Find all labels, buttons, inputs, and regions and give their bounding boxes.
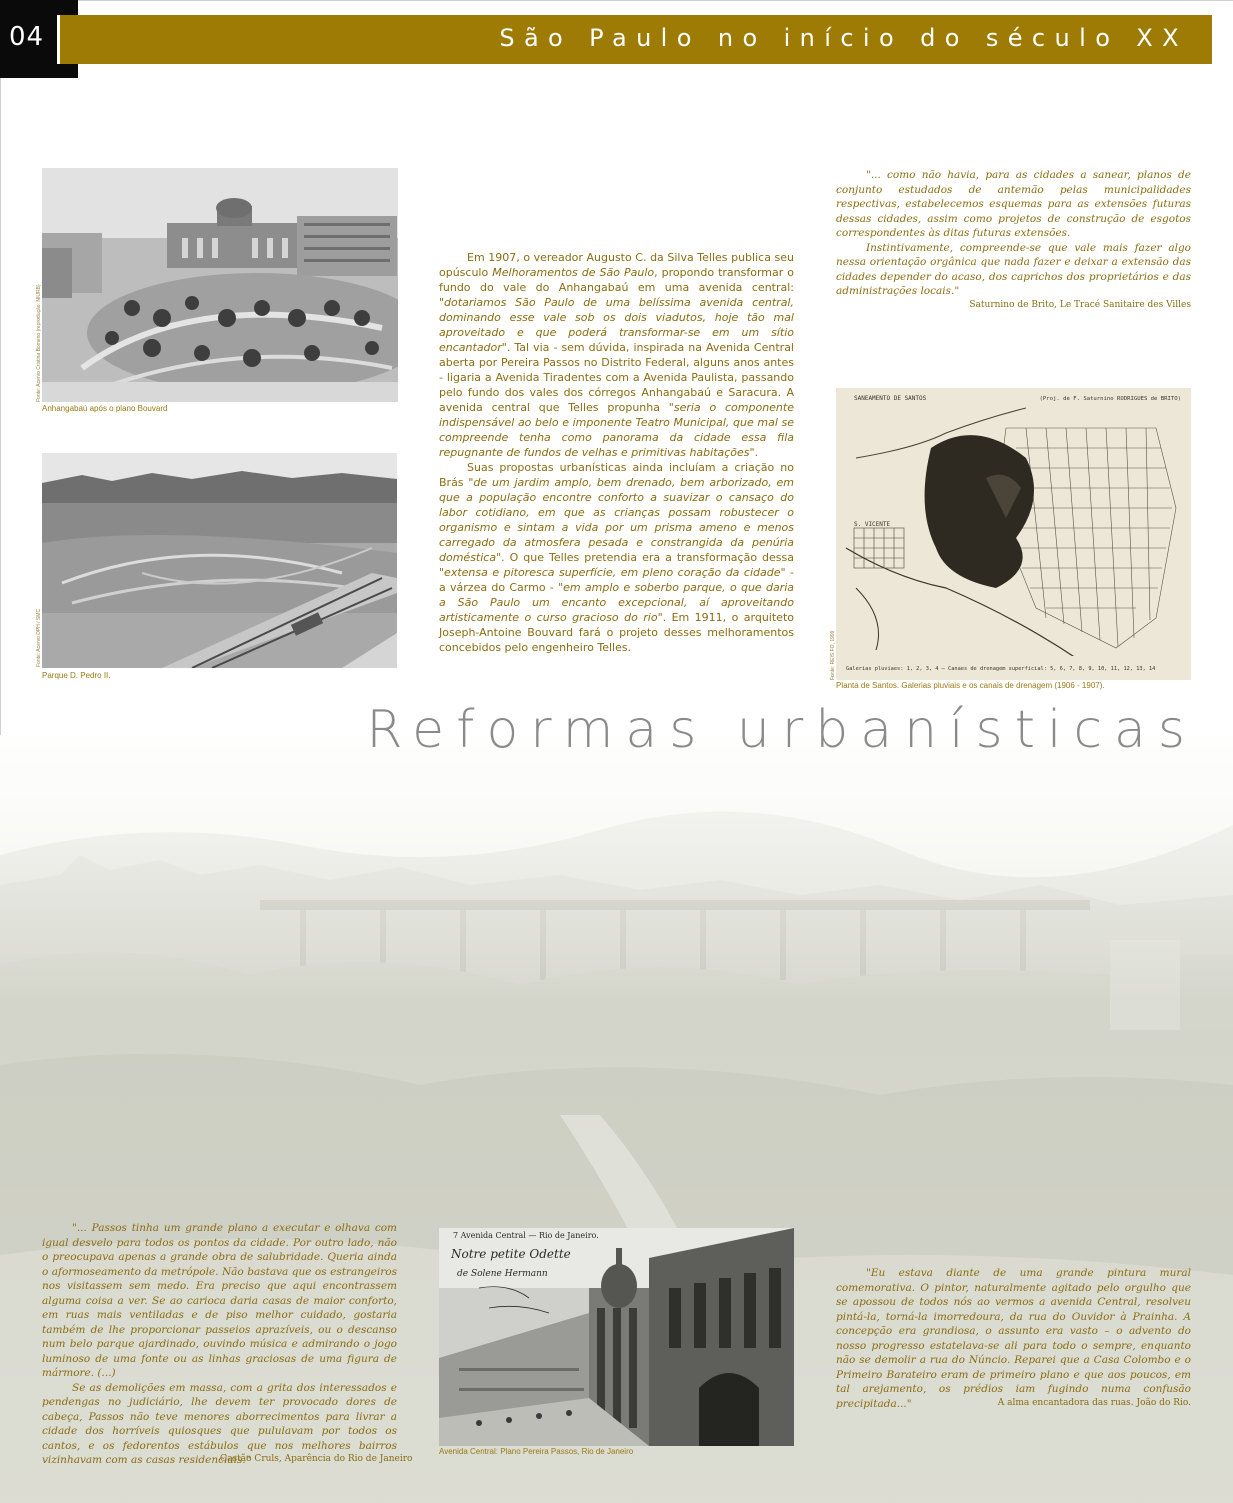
photo-parque xyxy=(42,453,397,668)
photo-santos-map xyxy=(836,388,1191,680)
quote-saturnino xyxy=(836,168,1191,299)
header-bar xyxy=(57,15,1212,64)
santos-map-legend: Galerias pluviaes: 1, 2, 3, 4 — Canaes de drenagem superficial: 5, 6, 7, 8, 9, 10, 11, 12, 13, 14 xyxy=(846,666,1156,672)
quote-cruls-p1: "... Passos tinha um grande plano a executar e olhava com igual desvelo para todos os pontos da cidade. Por outro lado, não o preocupava apenas a grande obra de salubridade. Queria ainda o aformoseamento da metrópole. Não bastava que os estrangeiros nos visitassem sem medo. Era preciso que aqui encontrassem alguma coisa a ver. Se ao carioca daria casas de maior conforto, em ruas mais ventiladas e de piso melhor cuidado, gostaria também de lhe proporcionar passeios aprazíveis, ou o descanso num belo parque ajardinado, ouvindo música e admirando o jogo luminoso de uma fonte ou as linhas graciosas de uma figura de mármore. (...) xyxy=(42,1222,397,1379)
postcard-handwriting-2: de Solene Hermann xyxy=(457,1269,548,1279)
quote-cruls-p2: Se as demolições em massa, com a grita dos interessados e pendengas no judiciário, lhe devem ter provocado dores de cabeça, Passos não teve menores aborrecimentos para livrar a cidade dos horríveis quiosques que pululavam por todos os cantos, e os fedorentos estábulos que nos melhores bairros vizinhavam com as casas residenciais." xyxy=(42,1381,397,1466)
section-title: Reformas urbanísticas xyxy=(366,700,1197,760)
quote-cruls-attribution: Gastão Cruls, Aparência do Rio de Janeiro xyxy=(220,1454,413,1464)
avenida-caption: Avenida Central: Plano Pereira Passos, Rio de Janeiro xyxy=(439,1447,634,1456)
anhangabau-credit: Fonte: Acervo Cristina Bomeno (reprodução: NIURB) xyxy=(36,284,42,402)
postcard-title: 7 Avenida Central — Rio de Janeiro. xyxy=(453,1231,599,1240)
quote-saturnino-p1: "... como não havia, para as cidades a sanear, planos de conjunto estudados de antemão pelas municipalidades respectivas, estabelecemos esquemas para as extensões futuras dessas cidades, assim como projetos de construção de esgotos correspondentes às ditas futuras extensões. xyxy=(836,169,1191,239)
santos-map-title-right: (Proj. de F. Saturnino RODRIGUES de BRITO) xyxy=(1039,396,1181,402)
avenida-art xyxy=(439,1228,794,1446)
photo-anhangabau xyxy=(42,168,398,402)
frame-top-line xyxy=(0,0,1233,1)
page-number: 04 xyxy=(9,22,45,52)
parque-credit: Fonte: Acervo DPH / SMC xyxy=(36,608,42,667)
parque-art xyxy=(42,453,397,668)
quote-saturnino-attribution: Saturnino de Brito, Le Tracé Sanitaire des Villes xyxy=(969,300,1191,310)
quote-joao-do-rio xyxy=(836,1266,1191,1411)
body-paragraph-1: Em 1907, o vereador Augusto C. da Silva Telles publica seu opúsculo Melhoramentos de São Paulo, propondo transformar o fundo do vale do Anhangabaú em uma avenida central: "dotariamos São Paulo de uma belíssima avenida central, dominando esse vale sob os dois viadutos, hoje tão mal aproveitado e que poderá transformar-se em um sítio encantador". Tal via - sem dúvida, inspirada na Avenida Central aberta por Pereira Passos no Distrito Federal, alguns anos antes - ligaria a Avenida Tiradentes com a Avenida Paulista, passando pelo fundo dos vales dos córregos Anhangabaú e Saracura. A avenida central que Telles propunha "seria o componente indispensável ao belo e imponente Teatro Municipal, que mal se compreende tenha como panorama da cidade essa fila repugnante de fundos de velhas e primitivas habitações". xyxy=(439,251,795,459)
body-paragraph-2: Suas propostas urbanísticas ainda incluíam a criação no Brás "de um jardim amplo, bem drenado, bem arborizado, em que a população encontre conforto a suavizar o cansaço do labor cotidiano, em que as crianças possam robustecer o organismo e sintam a vida por um prisma ameno e menos carregado da atmosfera pesada e constrangida da penúria doméstica". O que Telles pretendia era a transformação dessa "extensa e pitoresca superfície, em pleno coração da cidade" - a várzea do Carmo - "em amplo e soberbo parque, o que daria a São Paulo um encanto excepcional, aí aproveitando artisticamente o curso gracioso do rio". Em 1911, o arquiteto Joseph-Antoine Bouvard fará o projeto desses melhoramentos concebidos pelo engenheiro Telles. xyxy=(439,461,795,654)
santos-map-art xyxy=(836,388,1191,680)
anhangabau-caption: Anhangabaú após o plano Bouvard xyxy=(42,404,168,413)
quote-saturnino-p2: Instintivamente, compreende-se que vale mais fazer algo nessa orientação orgânica que nada fazer e deixar a extensão das cidades depender do acaso, dos caprichos dos proprietários e das administrações locais." xyxy=(836,241,1191,297)
santos-map-title-left: SANEAMENTO DE SANTOS xyxy=(854,395,927,402)
header-title: São Paulo no início do século XX xyxy=(499,24,1188,52)
santos-credit: Fonte: REIS FO, 1999 xyxy=(830,630,836,680)
quote-joao-attribution: A alma encantadora das ruas. João do Rio. xyxy=(997,1398,1191,1408)
photo-avenida-central xyxy=(439,1228,794,1446)
quote-cruls xyxy=(42,1221,413,1468)
parque-caption: Parque D. Pedro II. xyxy=(42,671,111,680)
postcard-handwriting-1: Notre petite Odette xyxy=(451,1247,571,1261)
santos-caption: Planta de Santos. Galerias pluviais e os canais de drenagem (1906 - 1907). xyxy=(836,681,1105,690)
santos-map-label-vicente: S. VICENTE xyxy=(854,521,891,528)
anhangabau-art xyxy=(42,168,398,402)
quote-joao-p1: "Eu estava diante de uma grande pintura mural comemorativa. O pintor, naturalmente agitado pelo orgulho que se apossou de todos nós ao vermos a avenida Central, resolveu pintá-la, torná-la imorredoura, da rua do Ouvidor à Prainha. A concepção era grandiosa, o assunto era vasto – o advento do nosso progresso estatelava-se ali para todo o sempre, enquanto não se demolir a rua do Núncio. Reparei que a Casa Colombo e o Primeiro Barateiro eram de primeiro plano e que aos poucos, em tal arejamento, os prédios iam fugindo numa confusão precipitada..." xyxy=(836,1267,1191,1410)
body-text xyxy=(439,250,794,655)
